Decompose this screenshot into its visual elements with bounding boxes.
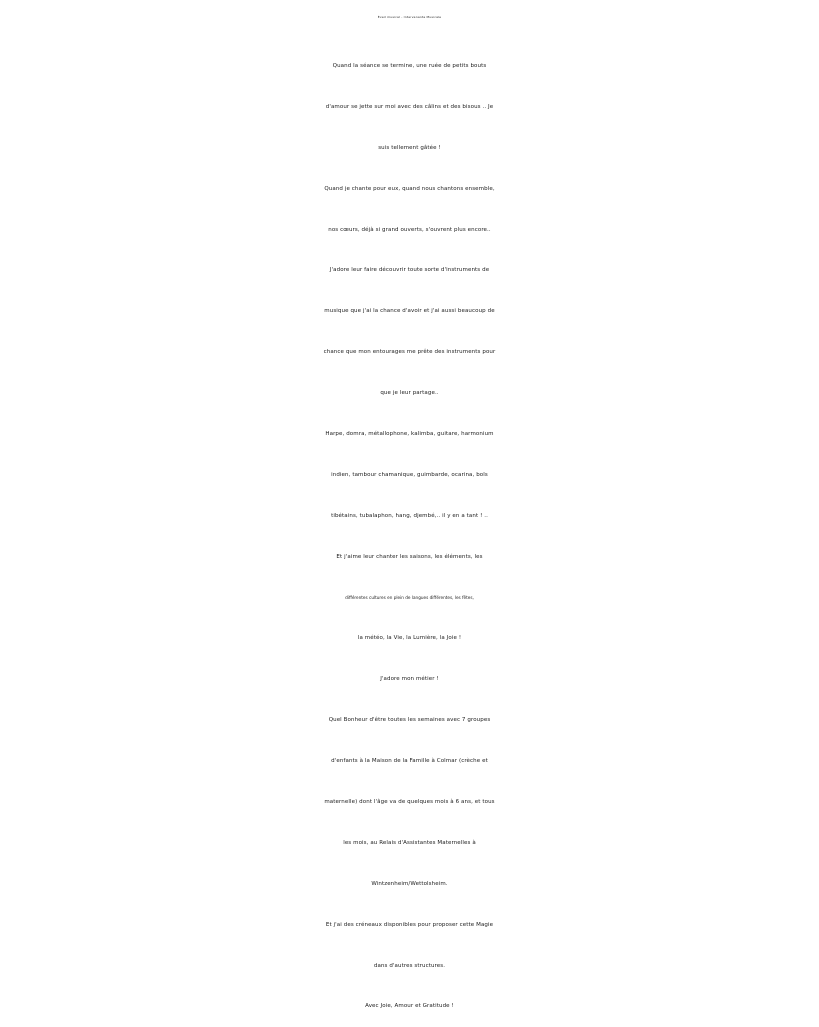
text-line: Et j'ai des créneaux disponibles pour proposer cette Magie (325, 921, 494, 928)
text-line: Quand la séance se termine, une ruée de petits bouts (332, 63, 487, 69)
text-line: suis tellement gâtée ! (378, 144, 441, 151)
text-line: J'adore leur faire découvrir toute sorte d'instruments de (329, 267, 490, 274)
text-line: Et j'aime leur chanter les saisons, les éléments, les (336, 553, 483, 560)
text-line: les mois, au Relais d'Assistantes Maternelles à (343, 839, 476, 846)
text-line: différentes cultures en plein de langues différentes, les fêtes, (345, 594, 474, 600)
text-line: Wintzenheim/Wettolsheim. (371, 880, 448, 887)
text-line: maternelle) dont l'âge va de quelques mois à 6 ans, et tous (324, 799, 495, 806)
text-line: indien, tambour chamanique, guimbarde, ocarina, bols (331, 471, 488, 478)
text-line: dans d'autres structures. (373, 962, 446, 969)
text-line: d'amour se jette sur moi avec des câlins et des bisous .. Je (325, 103, 494, 110)
text-line: Avec Joie, Amour et Gratitude ! (365, 1003, 454, 1010)
text-line: Quel Bonheur d'être toutes les semaines avec 7 groupes (328, 717, 491, 724)
text-line: chance que mon entourages me prête des instruments pour (323, 349, 496, 356)
text-line: J'adore mon métier ! (380, 676, 439, 683)
text-line: Harpe, domra, métallophone, kalimba, guitare, harmonium (325, 431, 494, 438)
text-line: que je leur partage.. (380, 390, 439, 397)
text-line: musique que j'ai la chance d'avoir et j'ai aussi beaucoup de (324, 308, 495, 315)
document-title: Éveil musical - Intervenante Musicale (377, 15, 442, 19)
document-body (0, 46, 819, 1027)
text-line: Quand je chante pour eux, quand nous chantons ensemble, (324, 185, 495, 192)
text-line: nos cœurs, déjà si grand ouverts, s'ouvrent plus encore.. (328, 226, 491, 233)
text-line: d'enfants à la Maison de la Famille à Colmar (crèche et (331, 758, 488, 765)
text-line: la météo, la Vie, la Lumière, la Joie ! (357, 635, 462, 642)
text-line: tibétains, tubalaphon, hang, djembé,.. il y en a tant ! .. (331, 512, 488, 519)
